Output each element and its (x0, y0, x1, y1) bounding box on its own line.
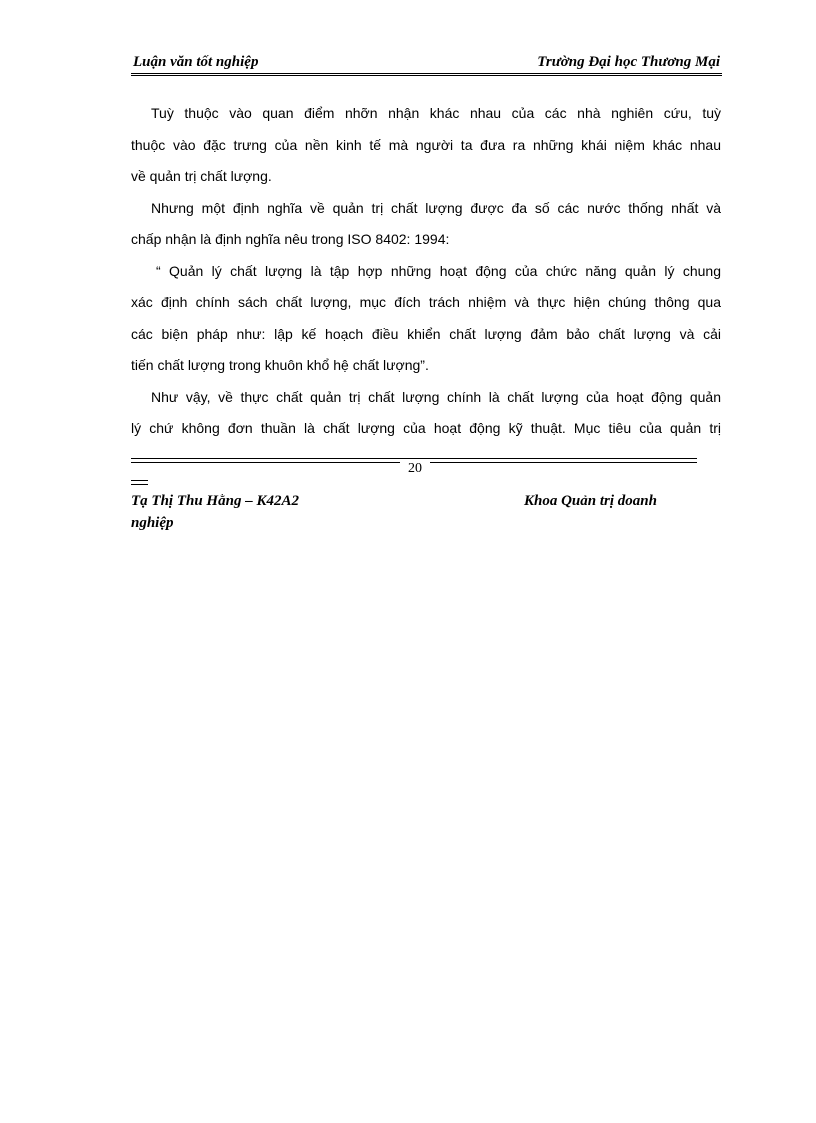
page-header (131, 52, 722, 74)
quote-line-4: tiến chất lượng trong khuôn khổ hệ chất lượng”. (131, 357, 429, 373)
footer-author: Tạ Thị Thu Hằng – K42A2 (131, 493, 299, 509)
paragraph-3-line-2: lý chứ không đơn thuần là chất lượng của hoạt động kỹ thuật. Mục tiêu của quản trị (131, 420, 721, 436)
quote-line-2: xác định chính sách chất lượng, mục đích trách nhiệm và thực hiện chúng thông qua (131, 294, 721, 310)
paragraph-1-line-1: Tuỳ thuộc vào quan điểm nhỡn nhận khác nhau của các nhà nghiên cứu, tuỳ (151, 105, 721, 121)
header-university: Trường Đại học Thương Mại (537, 54, 720, 70)
page-number: 20 (400, 461, 430, 477)
footer-department: Khoa Quản trị doanh (524, 493, 657, 509)
paragraph-1-line-3: về quản trị chất lượng. (131, 168, 272, 184)
quote-line-1: “ Quản lý chất lượng là tập hợp những hoạt động của chức năng quản lý chung (156, 262, 721, 279)
paragraph-3-line-1: Như vậy, về thực chất quản trị chất lượng chính là chất lượng của hoạt động quản (151, 388, 721, 405)
header-divider (131, 73, 722, 76)
body-text (131, 98, 721, 445)
footer-department-continued: nghiệp (131, 515, 174, 531)
quote-line-3: các biện pháp như: lập kế hoạch điều khiển chất lượng đảm bảo chất lượng và cải (131, 325, 721, 342)
paragraph-2-line-2: chấp nhận là định nghĩa nêu trong ISO 8402: 1994: (131, 231, 450, 247)
paragraph-2-line-1: Nhưng một định nghĩa về quản trị chất lượng được đa số các nước thống nhất và (151, 199, 721, 216)
paragraph-1-line-2: thuộc vào đặc trưng của nền kinh tế mà người ta đưa ra những khái niệm khác nhau (131, 136, 721, 153)
header-thesis-title: Luận văn tốt nghiệp (133, 54, 259, 70)
footer-divider-short (131, 480, 148, 485)
